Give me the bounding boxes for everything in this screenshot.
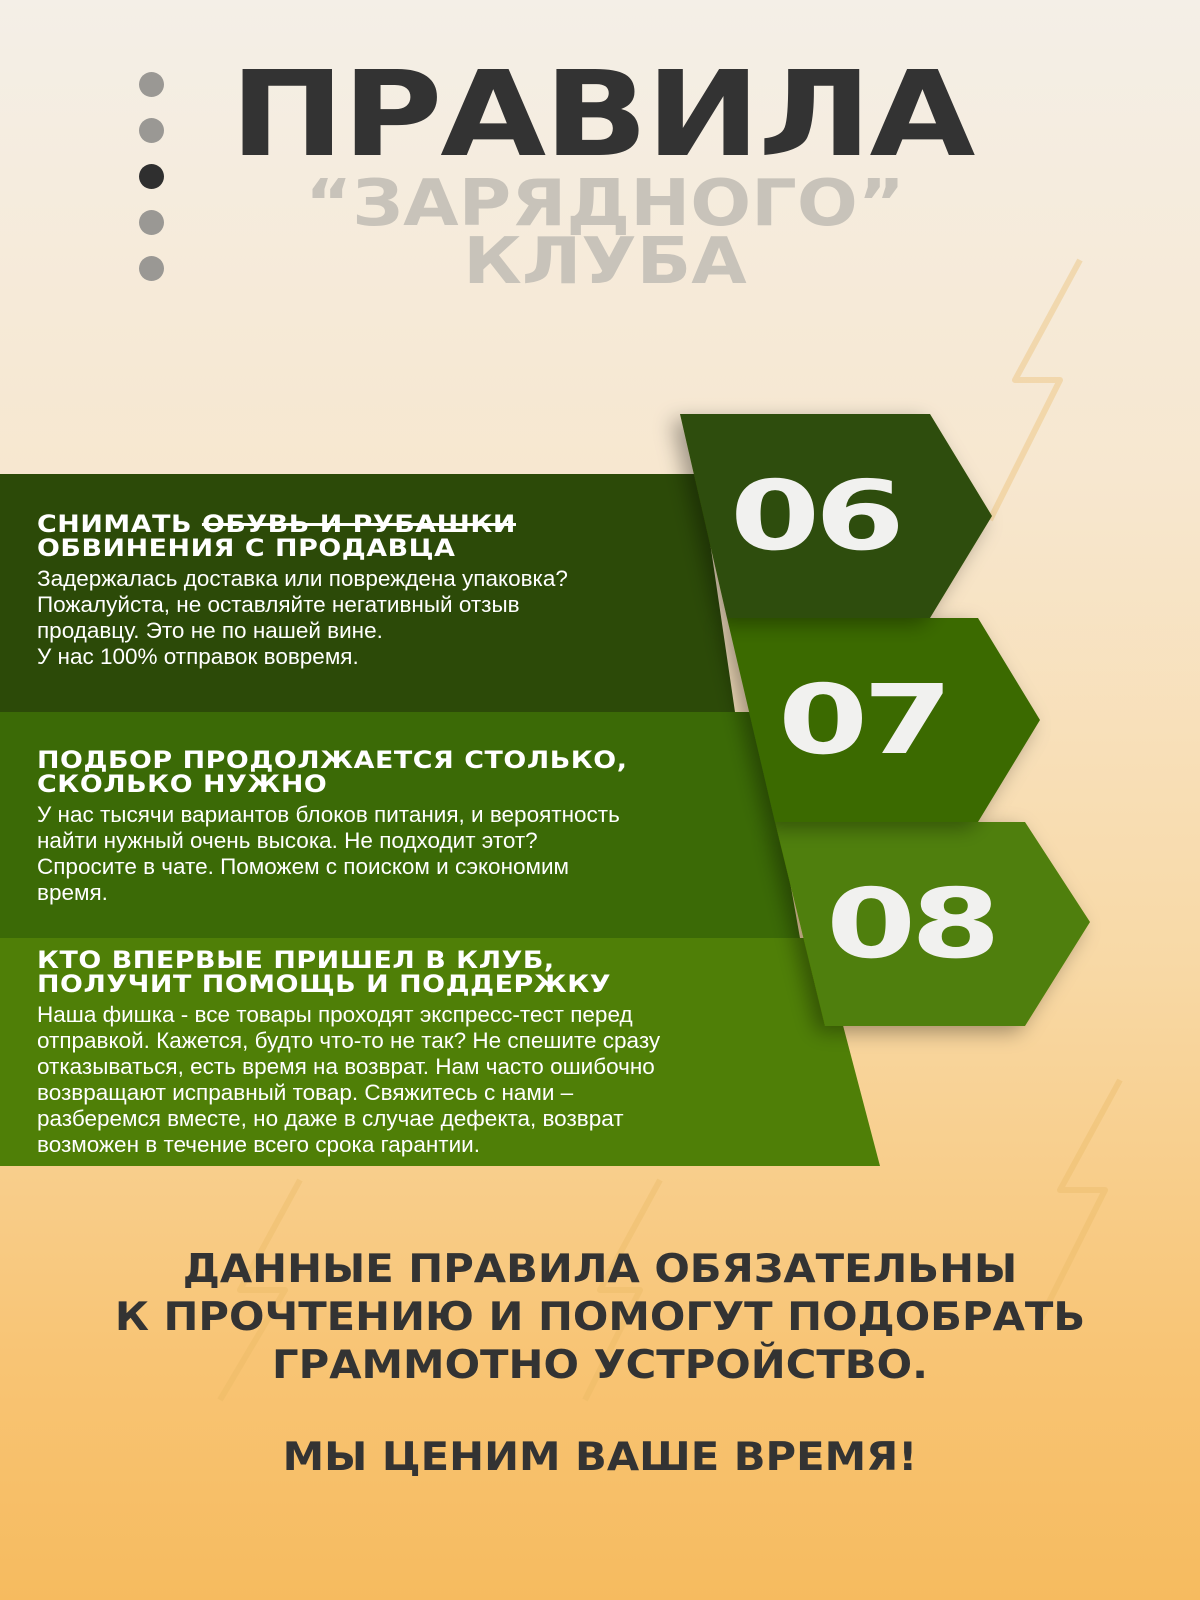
rule-07-body-line: найти нужный очень высока. Не подходит этот? bbox=[37, 828, 538, 853]
rule-06-body-line: продавцу. Это не по нашей вине. bbox=[37, 618, 383, 643]
rule-07-body-line: время. bbox=[37, 880, 108, 905]
rule-08-body-line: отправкой. Кажется, будто что-то не так? Не спешите сразу bbox=[37, 1028, 661, 1053]
rule-06 bbox=[37, 512, 697, 670]
footer-line-2: К ПРОЧТЕНИЮ И ПОМОГУТ ПОДОБРАТЬ bbox=[114, 1295, 1086, 1340]
rule-number-06: 06 bbox=[730, 460, 900, 572]
rule-06-body-line: У нас 100% отправок вовремя. bbox=[37, 644, 359, 669]
rule-07-heading bbox=[37, 748, 843, 796]
rule-07-heading-line1: ПОДБОР ПРОДОЛЖАЕТСЯ СТОЛЬКО, bbox=[37, 746, 628, 774]
rule-06-body-line: Пожалуйста, не оставляйте негативный отзыв bbox=[37, 592, 520, 617]
rule-08-body-line: Наша фишка - все товары проходят экспресс-тест перед bbox=[37, 1002, 633, 1027]
rule-06-heading-struck: ОБУВЬ И РУБАШКИ bbox=[201, 510, 516, 538]
subtitle-line-2: КЛУБА bbox=[463, 225, 747, 299]
rule-08-body-line: возвращают исправный товар. Свяжитесь с нами – bbox=[37, 1080, 574, 1105]
rule-08-heading-line1: КТО ВПЕРВЫЕ ПРИШЕЛ В КЛУБ, bbox=[37, 946, 555, 974]
rule-number-08: 08 bbox=[826, 868, 996, 980]
rule-08-heading bbox=[37, 948, 911, 996]
footer-line-3: ГРАММОТНО УСТРОЙСТВО. bbox=[272, 1343, 928, 1388]
rule-06-heading bbox=[37, 512, 776, 560]
rule-06-heading-plain: СНИМАТЬ bbox=[37, 510, 202, 538]
rule-07-heading-line2: СКОЛЬКО НУЖНО bbox=[37, 770, 328, 798]
rule-07 bbox=[37, 748, 757, 906]
footer-line-1: ДАННЫЕ ПРАВИЛА ОБЯЗАТЕЛЬНЫ bbox=[182, 1247, 1018, 1292]
subtitle-line-1: “ЗАРЯДНОГО” bbox=[305, 167, 905, 241]
rule-08-heading-line2: ПОЛУЧИТ ПОМОЩЬ И ПОДДЕРЖКУ bbox=[37, 970, 612, 998]
footer-closing: МЫ ЦЕНИМ ВАШЕ ВРЕМЯ! bbox=[282, 1435, 918, 1480]
rule-06-body bbox=[37, 566, 697, 670]
rule-08-body-line: отказываться, есть время на возврат. Нам часто ошибочно bbox=[37, 1054, 655, 1079]
rule-08-body-line: возможен в течение всего срока гарантии. bbox=[37, 1132, 480, 1157]
rule-08-body-line: разберемся вместе, но даже в случае дефекта, возврат bbox=[37, 1106, 624, 1131]
footer-notice bbox=[1, 1246, 1199, 1390]
rule-07-body-line: Спросите в чате. Поможем с поиском и сэкономим bbox=[37, 854, 570, 879]
rule-06-body-line: Задержалась доставка или повреждена упаковка? bbox=[37, 566, 568, 591]
rule-07-body-line: У нас тысячи вариантов блоков питания, и вероятность bbox=[37, 802, 620, 827]
rule-number-07: 07 bbox=[778, 664, 948, 776]
rule-08 bbox=[37, 948, 817, 1158]
rule-08-body bbox=[37, 1002, 817, 1158]
rule-07-body bbox=[37, 802, 757, 906]
rule-06-heading-line2: ОБВИНЕНИЯ С ПРОДАВЦА bbox=[37, 534, 456, 562]
page-title: ПРАВИЛА bbox=[230, 45, 974, 183]
